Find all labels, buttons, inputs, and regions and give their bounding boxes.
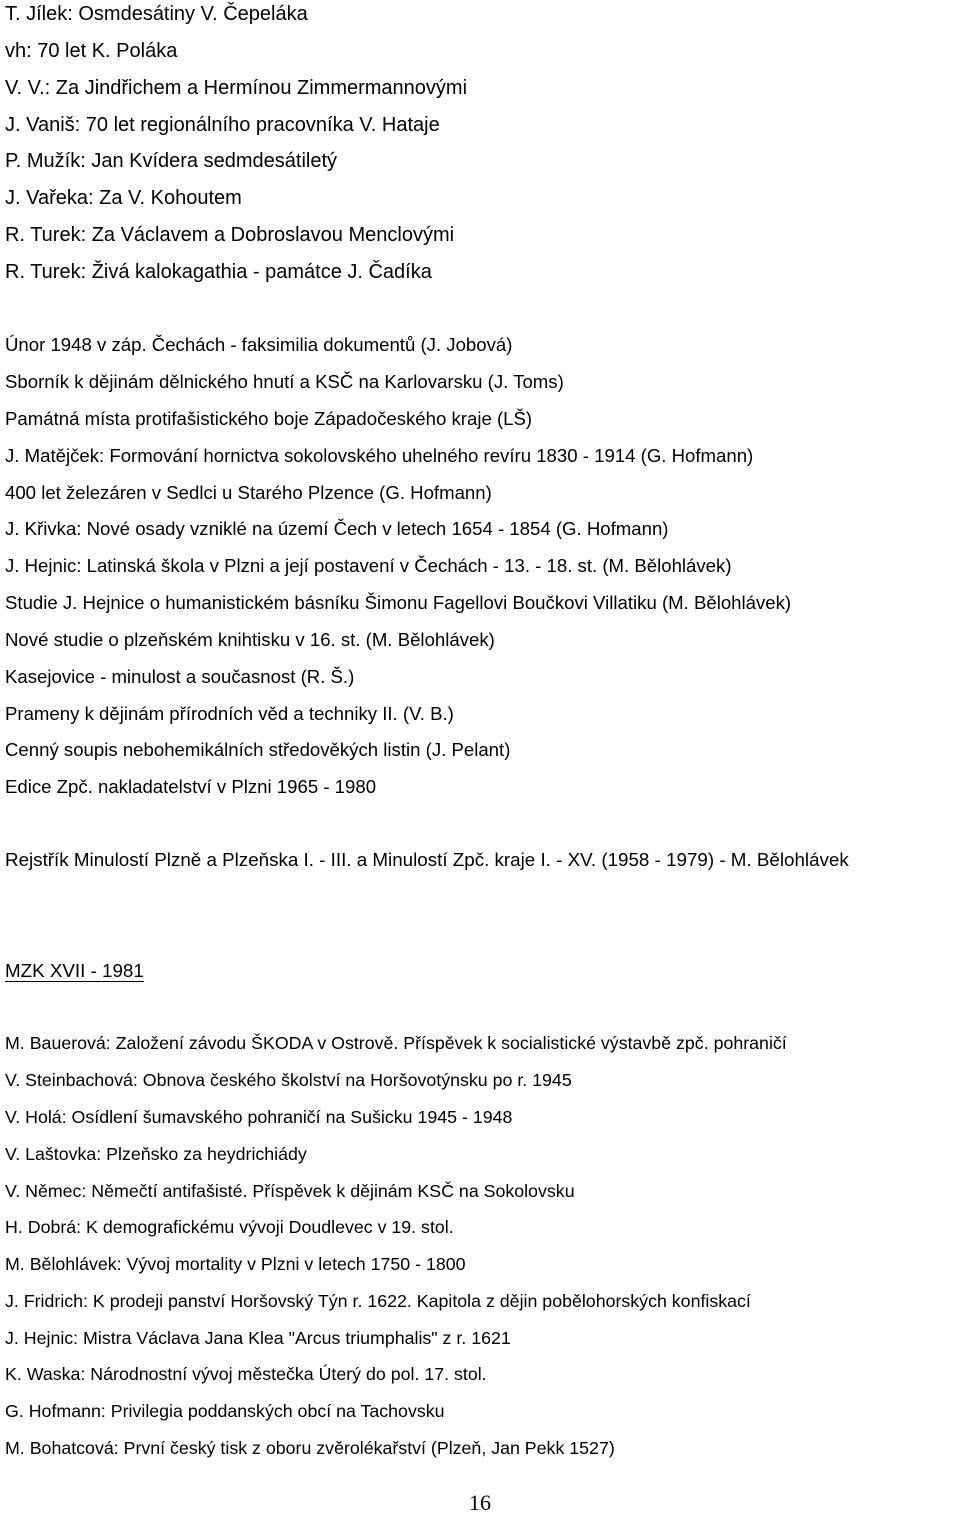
text-line: K. Waska: Národnostní vývoj městečka Úterý do pol. 17. stol. bbox=[5, 1364, 487, 1384]
text-line: H. Dobrá: K demografickému vývoji Doudlevec v 19. stol. bbox=[5, 1217, 454, 1237]
text-line: J. Hejnic: Latinská škola v Plzni a její postavení v Čechách - 13. - 18. st. (M. Bělohlávek) bbox=[5, 555, 732, 576]
text-line: M. Bohatcová: První český tisk z oboru zvěrolékařství (Plzeň, Jan Pekk 1527) bbox=[5, 1438, 615, 1458]
text-line: T. Jílek: Osmdesátiny V. Čepeláka bbox=[5, 3, 308, 25]
text-line: J. Vařeka: Za V. Kohoutem bbox=[5, 187, 242, 209]
text-line: V. Laštovka: Plzeňsko za heydrichiády bbox=[5, 1144, 307, 1164]
text-line: M. Bělohlávek: Vývoj mortality v Plzni v letech 1750 - 1800 bbox=[5, 1254, 466, 1274]
text-line: Sborník k dějinám dělnického hnutí a KSČ na Karlovarsku (J. Toms) bbox=[5, 371, 564, 392]
text-line: M. Bauerová: Založení závodu ŠKODA v Ostrově. Příspěvek k socialistické výstavbě zpč. pohraničí bbox=[5, 1033, 787, 1053]
text-line: J. Vaniš: 70 let regionálního pracovníka V. Hataje bbox=[5, 114, 440, 136]
text-line: P. Mužík: Jan Kvídera sedmdesátiletý bbox=[5, 150, 338, 172]
text-line: R. Turek: Živá kalokagathia - památce J. Čadíka bbox=[5, 261, 432, 283]
text-line: J. Matějček: Formování hornictva sokolovského uhelného revíru 1830 - 1914 (G. Hofmann) bbox=[5, 445, 754, 466]
text-line: V. Holá: Osídlení šumavského pohraničí na Sušicku 1945 - 1948 bbox=[5, 1107, 513, 1127]
text-line: Únor 1948 v záp. Čechách - faksimilia dokumentů (J. Jobová) bbox=[5, 334, 513, 355]
page-number: 16 bbox=[469, 1490, 491, 1515]
text-line: J. Fridrich: K prodeji panství Horšovský Týn r. 1622. Kapitola z dějin pobělohorských konfiskací bbox=[5, 1291, 751, 1311]
text-line: G. Hofmann: Privilegia poddanských obcí na Tachovsku bbox=[5, 1401, 445, 1421]
text-line: R. Turek: Za Václavem a Dobroslavou Menclovými bbox=[5, 224, 455, 246]
text-line: vh: 70 let K. Poláka bbox=[5, 40, 178, 62]
text-line: V. Němec: Němečtí antifašisté. Příspěvek k dějinám KSČ na Sokolovsku bbox=[5, 1181, 575, 1201]
text-line: Edice Zpč. nakladatelství v Plzni 1965 - 1980 bbox=[5, 776, 377, 797]
text-line: Památná místa protifašistického boje Západočeského kraje (LŠ) bbox=[5, 408, 533, 429]
text-line: J. Křivka: Nové osady vzniklé na území Čech v letech 1654 - 1854 (G. Hofmann) bbox=[5, 518, 669, 539]
text-line: Rejstřík Minulostí Plzně a Plzeňska I. - III. a Minulostí Zpč. kraje I. - XV. (1958 - 1979) - M. Bělohlávek bbox=[5, 849, 849, 870]
text-line: V. Steinbachová: Obnova českého školství na Horšovotýnsku po r. 1945 bbox=[5, 1070, 572, 1090]
volume-heading: MZK XVII - 1981 bbox=[5, 960, 144, 981]
text-line: Kasejovice - minulost a současnost (R. Š.) bbox=[5, 666, 355, 687]
text-line: Prameny k dějinám přírodních věd a techniky II. (V. B.) bbox=[5, 703, 454, 724]
text-line: Studie J. Hejnice o humanistickém básníku Šimonu Fagellovi Boučkovi Villatiku (M. Bělohlávek) bbox=[5, 592, 792, 613]
text-line: Nové studie o plzeňském knihtisku v 16. st. (M. Bělohlávek) bbox=[5, 629, 495, 650]
text-line: Cenný soupis nebohemikálních středověkých listin (J. Pelant) bbox=[5, 739, 511, 760]
text-line: 400 let železáren v Sedlci u Starého Plzence (G. Hofmann) bbox=[5, 482, 492, 503]
text-line: J. Hejnic: Mistra Václava Jana Klea "Arcus triumphalis" z r. 1621 bbox=[5, 1328, 511, 1348]
text-line: V. V.: Za Jindřichem a Hermínou Zimmermannovými bbox=[5, 77, 468, 99]
